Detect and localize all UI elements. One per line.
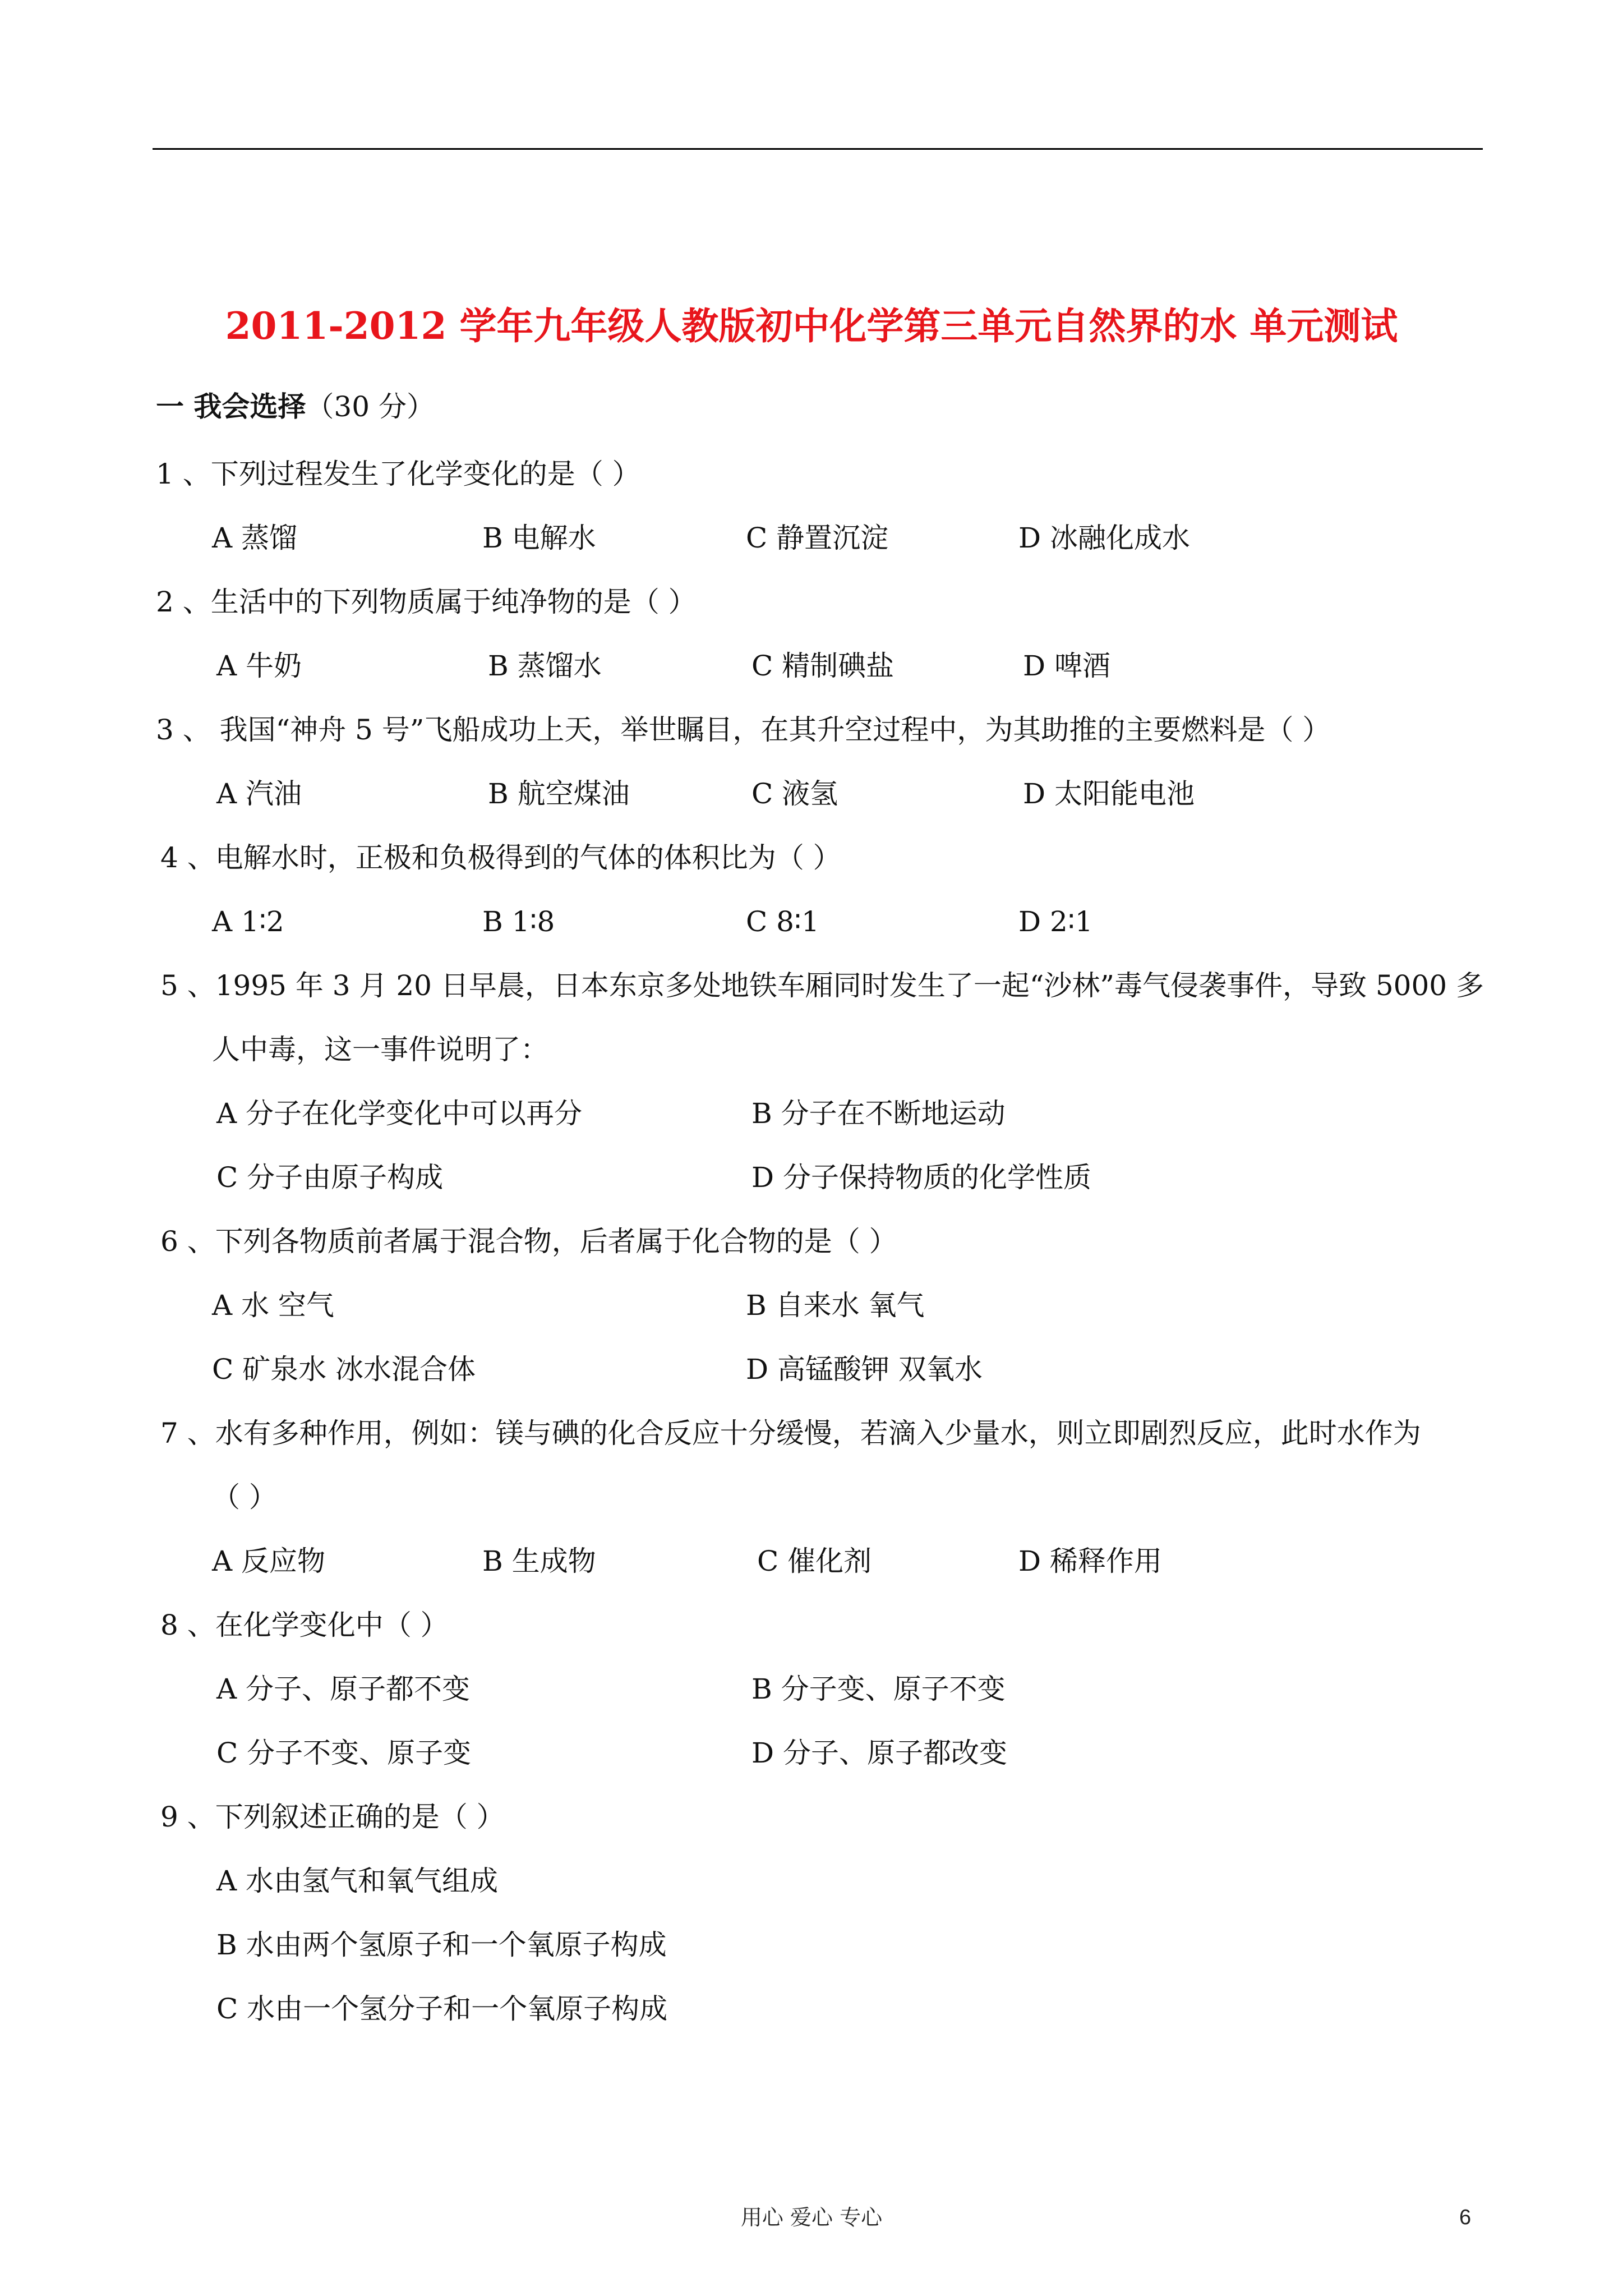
question-7-option-d: D 稀释作用 <box>1018 1545 1162 1577</box>
question-4-option-b: B 1∶8 <box>482 905 555 938</box>
question-4-stem: 4 、电解水时，正极和负极得到的气体的体积比为（ ） <box>160 841 841 874</box>
question-4-option-a: A 1∶2 <box>212 905 284 938</box>
question-5-option-d: D 分子保持物质的化学性质 <box>751 1161 1091 1194</box>
question-1-option-c: C 静置沉淀 <box>746 522 889 554</box>
question-2-option-b: B 蒸馏水 <box>488 650 602 682</box>
question-1-option-d: D 冰融化成水 <box>1018 522 1190 554</box>
question-9-option-b: B 水由两个氢原子和一个氧原子构成 <box>216 1929 667 1961</box>
footer-motto: 用心 爱心 专心 <box>740 2205 883 2230</box>
question-7-option-a: A 反应物 <box>212 1545 326 1577</box>
question-3-option-a: A 汽油 <box>216 777 302 810</box>
question-5-option-b: B 分子在不断地运动 <box>751 1097 1006 1130</box>
question-4-option-c: C 8∶1 <box>746 905 819 938</box>
page-number: 6 <box>1459 2206 1472 2229</box>
question-8-option-b: B 分子变、原子不变 <box>751 1673 1006 1705</box>
question-1-option-a: A 蒸馏 <box>212 522 298 554</box>
question-5-option-c: C 分子由原子构成 <box>216 1161 444 1194</box>
question-3-option-d: D 太阳能电池 <box>1023 777 1195 810</box>
question-7-option-b: B 生成物 <box>482 1545 596 1577</box>
question-5-stem-continued: 人中毒，这一事件说明了： <box>212 1033 548 1066</box>
section-heading <box>156 390 435 423</box>
question-2-stem: 2 、生活中的下列物质属于纯净物的是（ ） <box>156 586 697 618</box>
question-4-option-d: D 2∶1 <box>1018 905 1093 938</box>
question-5-stem: 5 、1995 年 3 月 20 日早晨，日本东京多处地铁车厢同时发生了一起“沙林”毒气侵袭事件，导致 5000 多 <box>160 969 1484 1002</box>
question-6-option-c: C 矿泉水 冰水混合体 <box>212 1353 476 1386</box>
question-3-stem: 3 、 我国“神舟 5 号”飞船成功上天，举世瞩目，在其升空过程中，为其助推的主要燃料是（ ） <box>156 714 1331 746</box>
question-7-option-c: C 催化剂 <box>757 1545 872 1577</box>
header-rule <box>153 148 1483 150</box>
page-title: 2011-2012 学年九年级人教版初中化学第三单元自然界的水 单元测试 <box>225 304 1398 348</box>
question-2-option-a: A 牛奶 <box>216 650 302 682</box>
question-2-option-d: D 啤酒 <box>1023 650 1110 682</box>
question-7-stem-continued: （ ） <box>212 1481 277 1513</box>
question-5-option-a: A 分子在化学变化中可以再分 <box>216 1097 583 1130</box>
question-9-option-c: C 水由一个氢分子和一个氧原子构成 <box>216 1993 668 2025</box>
question-6-option-d: D 高锰酸钾 双氧水 <box>746 1353 983 1386</box>
question-6-option-a: A 水 空气 <box>212 1289 334 1322</box>
question-3-option-b: B 航空煤油 <box>488 777 630 810</box>
question-8-option-c: C 分子不变、原子变 <box>216 1737 472 1769</box>
question-3-option-c: C 液氢 <box>751 777 838 810</box>
question-7-stem: 7 、水有多种作用，例如：镁与碘的化合反应十分缓慢，若滴入少量水，则立即剧烈反应，此时水作为 <box>160 1417 1421 1450</box>
section-label: 一 我会选择 <box>156 390 306 423</box>
section-score: （30 分） <box>306 390 435 423</box>
question-1-option-b: B 电解水 <box>482 522 596 554</box>
question-8-option-a: A 分子、原子都不变 <box>216 1673 471 1705</box>
question-8-stem: 8 、在化学变化中（ ） <box>160 1609 449 1641</box>
question-9-option-a: A 水由氢气和氧气组成 <box>216 1865 499 1897</box>
question-1-stem: 1 、下列过程发生了化学变化的是（ ） <box>156 458 640 490</box>
question-6-stem: 6 、下列各物质前者属于混合物，后者属于化合物的是（ ） <box>160 1225 897 1258</box>
question-9-stem: 9 、下列叙述正确的是（ ） <box>160 1801 505 1833</box>
question-8-option-d: D 分子、原子都改变 <box>751 1737 1007 1769</box>
question-6-option-b: B 自来水 氧气 <box>746 1289 925 1322</box>
question-2-option-c: C 精制碘盐 <box>751 650 895 682</box>
